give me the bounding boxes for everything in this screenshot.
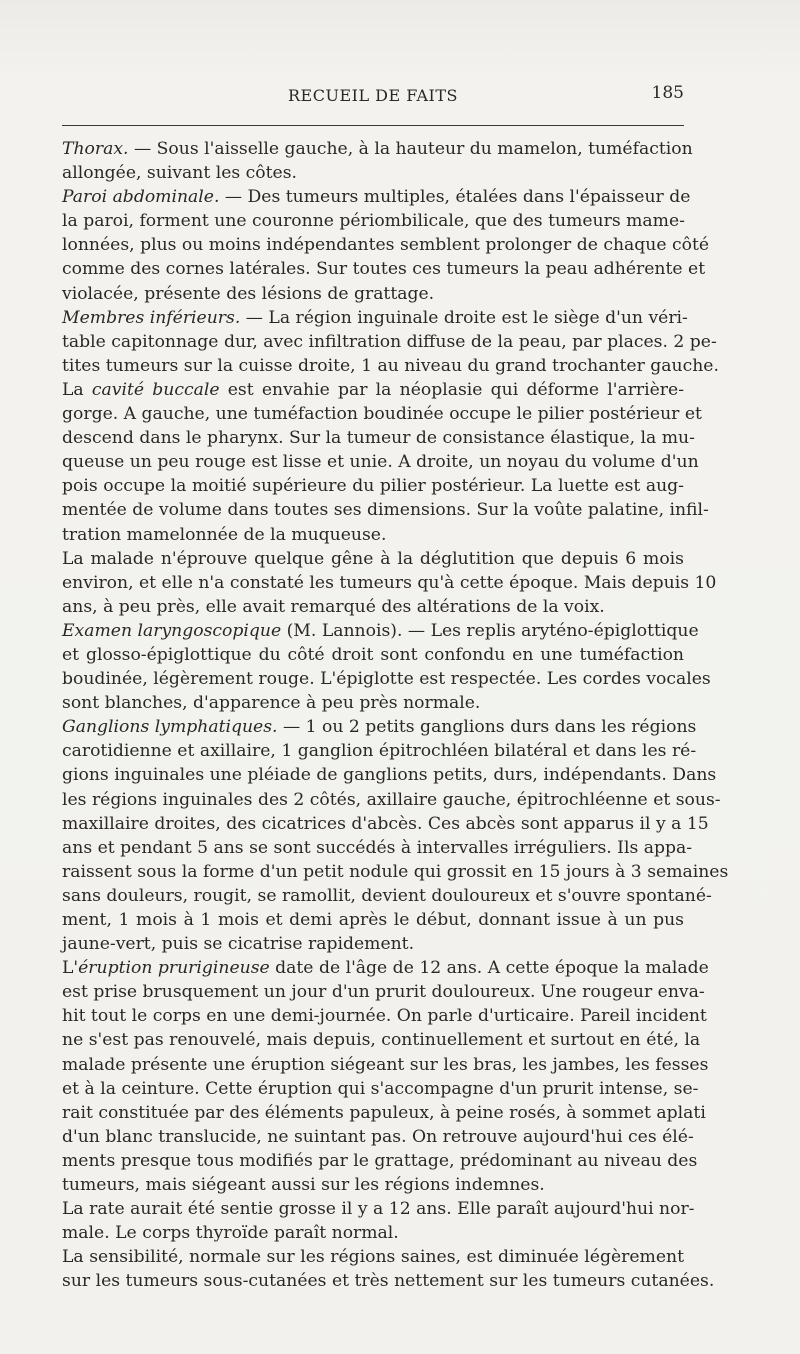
line-text: sur les tumeurs sous-cutanées et très nettement sur les tumeurs cutanées.: [62, 1271, 715, 1292]
line-text: et glosso-épiglottique du côté droit sont confondu en une tuméfaction: [62, 644, 684, 665]
header-rule: [62, 125, 684, 126]
line-text: la paroi, forment une couronne périombilicale, que des tumeurs mame-: [62, 211, 685, 232]
text-line: [62, 306, 688, 330]
italic-heading: Ganglions lymphatiques.: [62, 717, 278, 738]
line-text: La rate aurait été sentie grosse il y a 12 ans. Elle paraît aujourd'hui nor-: [62, 1199, 695, 1220]
line-text: male. Le corps thyroïde paraît normal.: [62, 1223, 399, 1244]
text-line: [62, 763, 717, 787]
line-text: ment, 1 mois à 1 mois et demi après le début, donnant issue à un pus: [62, 910, 684, 930]
text-line: [62, 715, 697, 739]
text-line: [62, 932, 684, 956]
line-text: ans et pendant 5 ans se sont succédés à intervalles irréguliers. Ils appa-: [62, 837, 693, 858]
text-line: [62, 956, 709, 980]
text-line: [62, 209, 684, 233]
text-line: [62, 1125, 694, 1149]
text-line: [62, 161, 684, 185]
line-text: est prise brusquement un jour d'un prurit douloureux. Une rougeur enva-: [62, 982, 705, 1003]
line-text: allongée, suivant les côtes.: [62, 163, 298, 184]
line-text: jaune-vert, puis se cicatrise rapidement.: [62, 934, 415, 955]
text-line: [62, 257, 706, 281]
line-text: environ, et elle n'a constaté les tumeurs qu'à cette époque. Mais depuis 10: [62, 572, 717, 593]
text-line: [62, 1101, 706, 1125]
line-text: d'un blanc translucide, ne suintant pas. On retrouve aujourd'hui ces élé-: [62, 1126, 694, 1147]
line-text: tration mamelonnée de la muqueuse.: [62, 524, 387, 545]
text-line: [62, 1269, 715, 1293]
text-line: [62, 1077, 699, 1101]
line-text: mentée de volume dans toutes ses dimensions. Sur la voûte palatine, infil-: [62, 500, 709, 521]
italic-heading: Thorax.: [62, 139, 129, 159]
text-line: [62, 450, 699, 474]
text-line: [62, 643, 684, 667]
line-text: hit tout le corps en une demi-journée. On parle d'urticaire. Pareil incident: [62, 1006, 707, 1027]
line-text: raissent sous la forme d'un petit nodule qui grossit en 15 jours à 3 semaines: [62, 861, 729, 882]
text-line: [62, 595, 684, 619]
line-text: gorge. A gauche, une tuméfaction boudinée occupe le pilier postérieur et: [62, 404, 702, 425]
line-text: ne s'est pas renouvelé, mais depuis, continuellement et surtout en été, la: [62, 1030, 701, 1051]
line-text: carotidienne et axillaire, 1 ganglion épitrochléen bilatéral et dans les ré-: [62, 741, 697, 762]
line-prefix: L': [62, 958, 79, 979]
text-line: [62, 619, 699, 643]
body-text: [62, 137, 729, 1294]
line-text: La sensibilité, normale sur les régions saines, est diminuée légèrement: [62, 1247, 684, 1268]
line-text: descend dans le pharynx. Sur la tumeur de consistance élastique, la mu-: [62, 428, 695, 449]
italic-heading: cavité buccale: [91, 379, 220, 400]
text-line: [62, 691, 684, 715]
text-line: [62, 571, 717, 595]
text-line: [62, 1028, 701, 1052]
text-line: [62, 1053, 709, 1077]
line-text: date de l'âge de 12 ans. A cette époque la malade: [269, 958, 709, 979]
running-head: [62, 83, 684, 110]
line-text: — Sous l'aisselle gauche, à la hauteur du mamelon, tuméfaction: [128, 139, 693, 159]
text-line: [62, 1173, 684, 1197]
text-line: [62, 1197, 695, 1221]
text-line: [62, 547, 684, 571]
italic-heading: Examen laryngoscopique: [62, 620, 282, 641]
line-text: tites tumeurs sur la cuisse droite, 1 au niveau du grand trochanter gauche.: [62, 355, 719, 376]
text-line: [62, 860, 729, 884]
text-line: [62, 836, 693, 860]
line-text: ments presque tous modifiés par le grattage, prédominant au niveau des: [62, 1150, 698, 1171]
line-text: et à la ceinture. Cette éruption qui s'accompagne d'un prurit intense, se-: [62, 1078, 699, 1099]
text-line: [62, 1221, 684, 1245]
line-text: sans douleurs, rougit, se ramollit, devient douloureux et s'ouvre spontané-: [62, 885, 712, 906]
text-line: [62, 980, 705, 1004]
line-text: ans, à peu près, elle avait remarqué des altérations de la voix.: [62, 596, 605, 617]
italic-heading: éruption prurigineuse: [78, 958, 270, 979]
line-text: les régions inguinales des 2 côtés, axillaire gauche, épitrochléenne et sous-: [62, 789, 721, 810]
italic-heading: Paroi abdominale.: [62, 187, 220, 208]
line-text: sont blanches, d'apparence à peu près normale.: [62, 693, 481, 714]
line-text: queuse un peu rouge est lisse et unie. A droite, un noyau du volume d'un: [62, 452, 699, 473]
text-line: [62, 426, 695, 450]
line-text: (M. Lannois). — Les replis aryténo-épiglottique: [281, 620, 699, 641]
text-line: [62, 1004, 707, 1028]
text-line: [62, 1245, 684, 1269]
line-text: violacée, présente des lésions de grattage.: [62, 283, 435, 304]
text-line: [62, 282, 684, 306]
text-line: [62, 330, 717, 354]
text-line: [62, 908, 684, 932]
line-text: lonnées, plus ou moins indépendantes semblent prolonger de chaque côté: [62, 235, 710, 256]
text-line: [62, 812, 709, 836]
text-line: [62, 739, 697, 763]
text-line: [62, 378, 684, 402]
text-line: [62, 498, 709, 522]
line-text: table capitonnage dur, avec infiltration diffuse de la peau, par places. 2 pe-: [62, 331, 717, 352]
line-text: comme des cornes latérales. Sur toutes ces tumeurs la peau adhérente et: [62, 259, 706, 280]
line-text: pois occupe la moitié supérieure du pilier postérieur. La luette est aug-: [62, 476, 684, 497]
text-line: [62, 354, 719, 378]
text-line: [62, 137, 693, 161]
line-prefix: La: [62, 379, 92, 400]
line-text: tumeurs, mais siégeant aussi sur les régions indemnes.: [62, 1175, 545, 1196]
text-line: [62, 788, 721, 812]
running-title: RECUEIL DE FAITS: [288, 86, 458, 105]
line-text: boudinée, légèrement rouge. L'épiglotte est respectée. Les cordes vocales: [62, 669, 711, 690]
text-line: [62, 185, 691, 209]
page-number: 185: [651, 83, 684, 103]
line-text: — 1 ou 2 petits ganglions durs dans les régions: [277, 717, 697, 738]
text-line: [62, 402, 702, 426]
text-line: [62, 474, 684, 498]
text-line: [62, 1149, 698, 1173]
text-line: [62, 667, 711, 691]
line-text: — Des tumeurs multiples, étalées dans l'épaisseur de: [219, 187, 691, 208]
line-text: gions inguinales une pléiade de ganglions petits, durs, indépendants. Dans: [62, 765, 717, 786]
line-text: rait constituée par des éléments papuleux, à peine rosés, à sommet aplati: [62, 1102, 706, 1123]
line-text: La malade n'éprouve quelque gêne à la déglutition que depuis 6 mois: [62, 548, 684, 569]
line-text: maxillaire droites, des cicatrices d'abcès. Ces abcès sont apparus il y a 15: [62, 813, 709, 834]
line-text: — La région inguinale droite est le siège d'un véri-: [240, 307, 688, 328]
italic-heading: Membres inférieurs.: [62, 307, 241, 328]
line-text: malade présente une éruption siégeant sur les bras, les jambes, les fesses: [62, 1054, 709, 1075]
line-text: est envahie par la néoplasie qui déforme l'arrière-: [219, 379, 685, 400]
text-line: [62, 233, 710, 257]
text-line: [62, 523, 684, 547]
text-line: [62, 884, 712, 908]
